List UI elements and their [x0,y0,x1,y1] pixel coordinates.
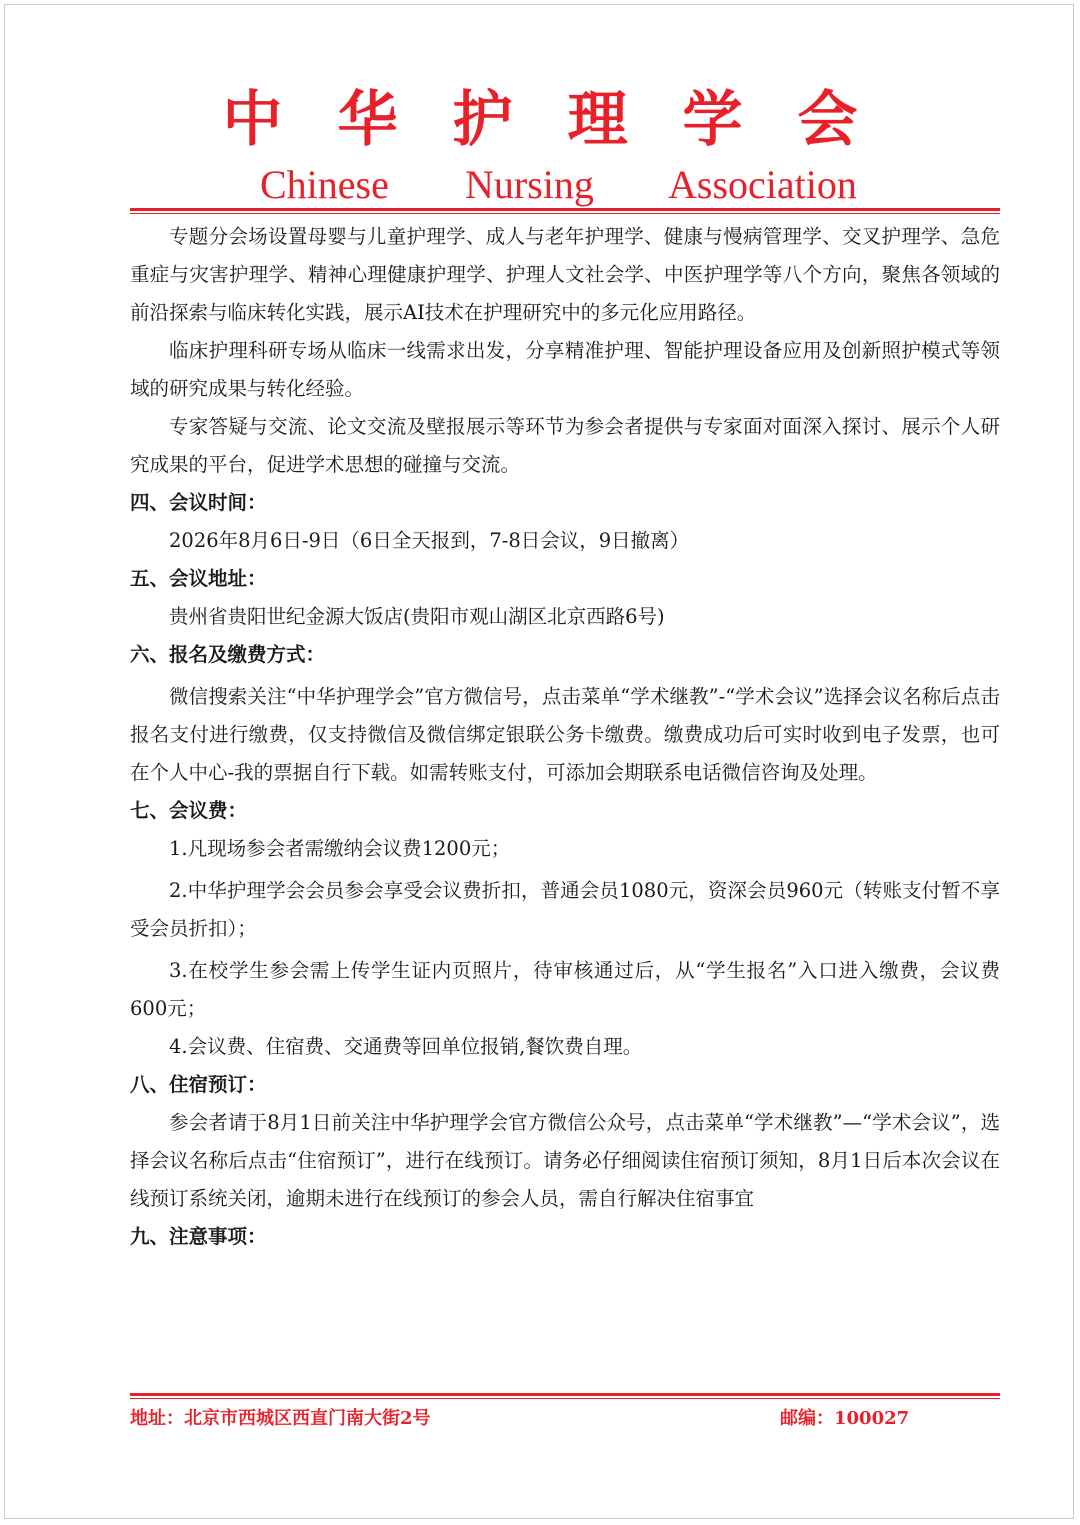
section-registration-text: 微信搜索关注“中华护理学会”官方微信号，点击菜单“学术继教”-“学术会议”选择会议名称后点击报名支付进行缴费，仅支持微信及微信绑定银联公务卡缴费。缴费成功后可实时收到电子发票，也可在个人中心-我的票据自行下载。如需转账支付，可添加会期联系电话微信咨询及处理。 [130,685,1000,784]
title-char: 华 [337,85,398,155]
title-word: Association [668,162,857,207]
title-char: 学 [682,85,743,155]
section-heading-notes: 九、注意事项： [130,1225,267,1248]
section-time-text: 2026年8月6日-9日（6日全天报到，7-8日会议，9日撤离） [169,529,690,552]
fee-item: 4.会议费、住宿费、交通费等回单位报销,餐饮费自理。 [169,1035,643,1058]
title-word: Chinese [260,162,389,207]
paragraph: 临床护理科研专场从临床一线需求出发，分享精准护理、智能护理设备应用及创新照护模式等领域的研究成果与转化经验。 [130,339,1000,400]
section-heading-venue: 五、会议地址： [130,567,267,590]
section-venue-text: 贵州省贵阳世纪金源大饭店(贵阳市观山湖区北京西路6号) [169,605,665,628]
title-word: Nursing [465,162,594,207]
title-char: 会 [797,85,858,155]
footer-divider [130,1393,1000,1396]
footer-divider-thin [130,1398,1000,1399]
title-char: 护 [452,85,513,155]
footer-address: 地址：北京市西城区西直门南大街2号 [130,1408,431,1429]
section-lodging-text: 参会者请于8月1日前关注中华护理学会官方微信公众号，点击菜单“学术继教”—“学术会议”，选择会议名称后点击“住宿预订”，进行在线预订。请务必仔细阅读住宿预订须知，8月1日后本次会议在线预订系统关闭，逾期未进行在线预订的参会人员，需自行解决住宿事宜 [130,1111,1000,1210]
paragraph: 专题分会场设置母婴与儿童护理学、成人与老年护理学、健康与慢病管理学、交叉护理学、急危重症与灾害护理学、精神心理健康护理学、护理人文社会学、中医护理学等八个方向，聚焦各领域的前沿探索与临床转化实践，展示AI技术在护理研究中的多元化应用路径。 [130,225,1000,324]
title-char: 理 [567,85,628,155]
fee-item: 3.在校学生参会需上传学生证内页照片，待审核通过后，从“学生报名”入口进入缴费，会议费600元； [130,959,1000,1020]
title-char: 中 [222,85,283,155]
document-body [130,218,1000,1256]
footer-postcode: 邮编：100027 [780,1408,910,1429]
header-divider [130,208,1000,211]
fee-item: 1.凡现场参会者需缴纳会议费1200元； [169,837,511,860]
organization-title-en [0,160,1080,210]
organization-title-cn [0,80,1080,160]
section-heading-time: 四、会议时间： [130,491,267,514]
section-heading-registration: 六、报名及缴费方式： [130,643,326,666]
fee-item: 2.中华护理学会会员参会享受会议费折扣，普通会员1080元，资深会员960元（转账支付暂不享受会员折扣）； [130,879,1000,940]
section-heading-fees: 七、会议费： [130,799,248,822]
section-heading-lodging: 八、住宿预订： [130,1073,267,1096]
paragraph: 专家答疑与交流、论文交流及壁报展示等环节为参会者提供与专家面对面深入探讨、展示个人研究成果的平台，促进学术思想的碰撞与交流。 [130,415,1000,476]
header-divider-thin [130,213,1000,214]
